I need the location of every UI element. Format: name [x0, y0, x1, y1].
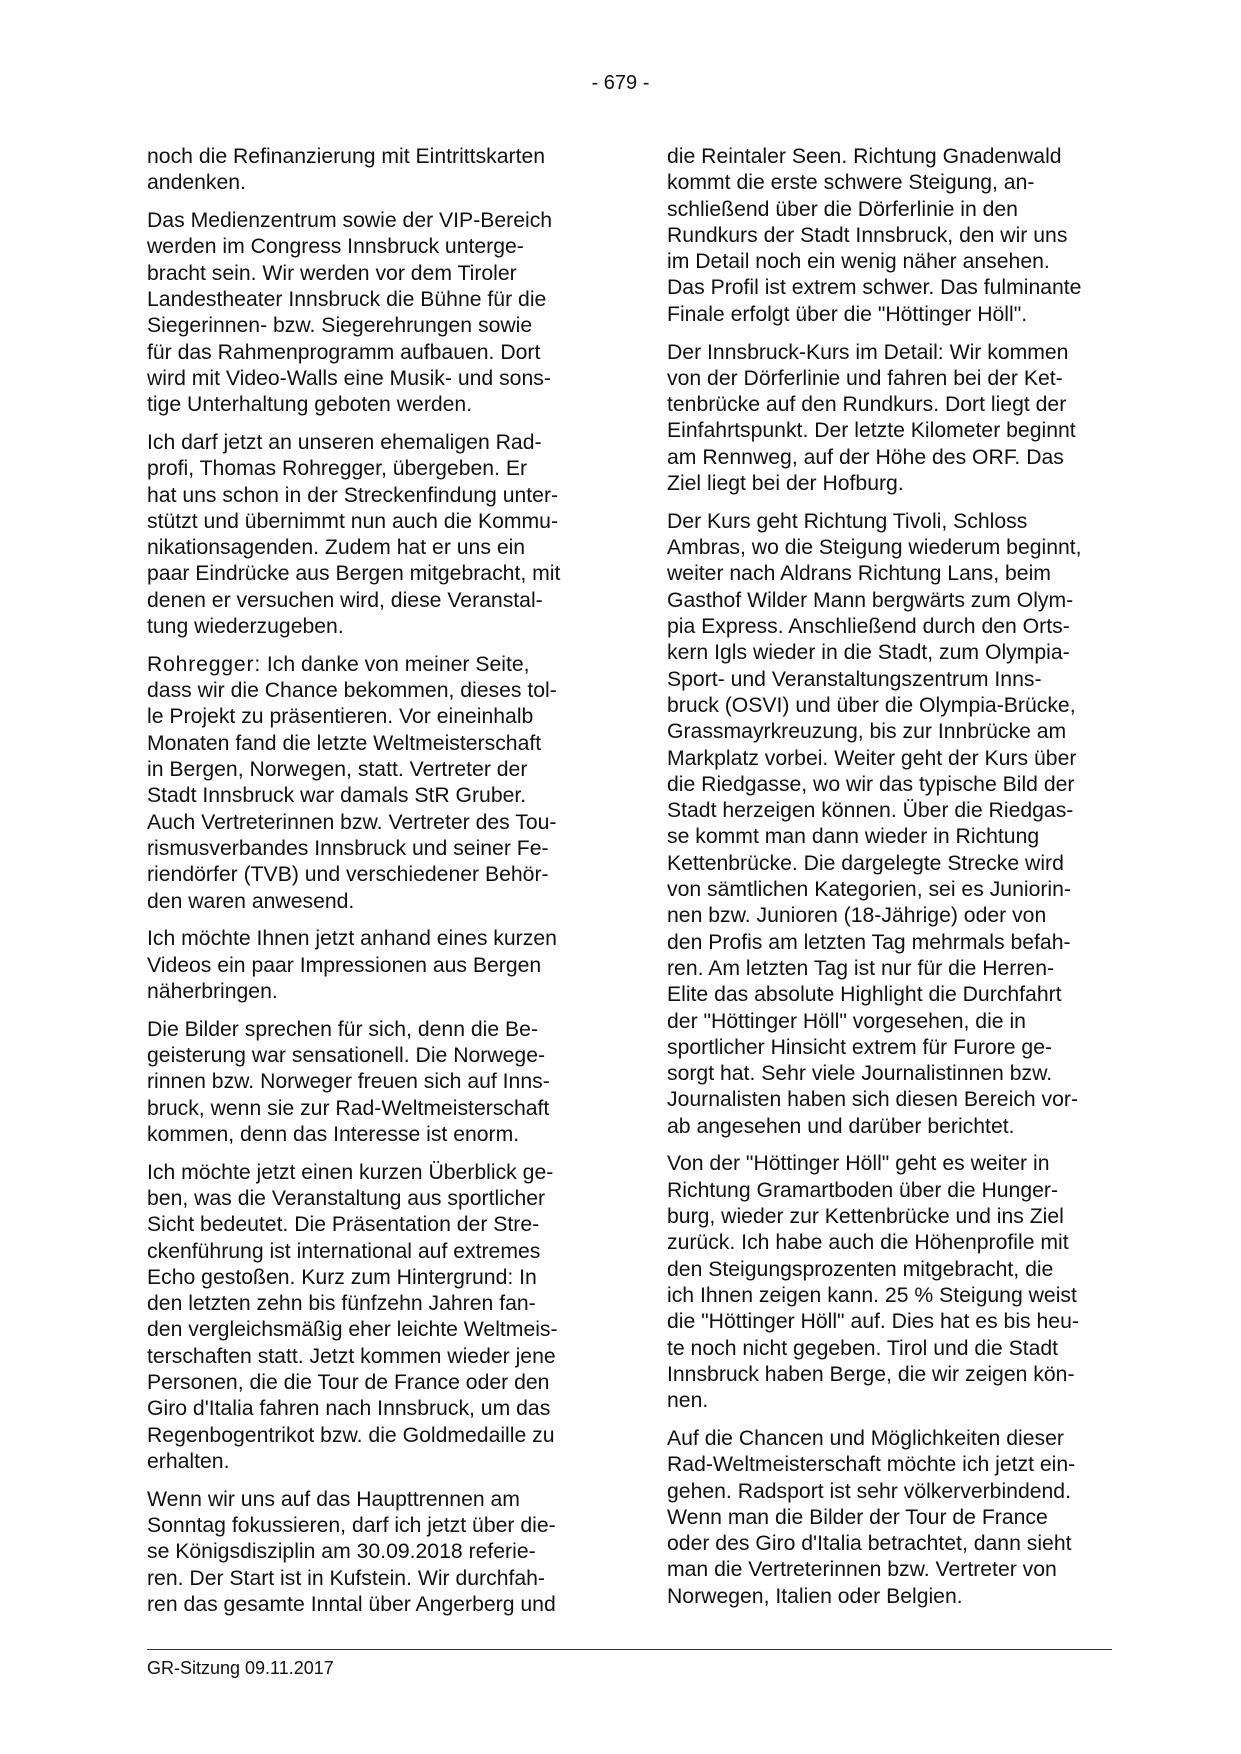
footer-divider [147, 1649, 1112, 1650]
paragraph: noch die Refinanzierung mit Eintrittskarten andenken. [147, 145, 546, 195]
paragraph: Der Innsbruck-Kurs im Detail: Wir kommen von der Dörferlinie und fahren bei der Ket- tenbrücke auf den Rundkurs. Dort liegt der Einfahrtspunkt. Der letzte Kilometer beginnt am Rennweg, auf der Höhe des ORF. Das Ziel liegt bei der Hofburg. [667, 340, 1076, 496]
paragraph: Von der "Höttinger Höll" geht es weiter in Richtung Gramartboden über die Hunger- burg, wieder zur Kettenbrücke und ins Ziel zurück. Ich habe auch die Höhenprofile mit den Steigungsprozenten mitgebracht, die ich Ihnen zeigen kann. 25 % Steigung weist die "Höttinger Höll" auf. Dies hat es bis heu- te noch nicht gegeben. Tirol und die Stadt Innsbruck haben Berge, die wir zeigen kön- nen. [667, 1152, 1079, 1413]
paragraph: Die Bilder sprechen für sich, denn die Be- geisterung war sensationell. Die Norwege- rinnen bzw. Norweger freuen sich auf Inns- bruck, wenn sie zur Rad-Weltmeisterschaft kommen, denn das Interesse ist enorm. [147, 1017, 550, 1146]
right-column [667, 144, 1113, 1622]
page-number: - 679 - [591, 72, 650, 94]
footer-session-date: GR-Sitzung 09.11.2017 [147, 1658, 334, 1678]
paragraph: Ich möchte jetzt einen kurzen Überblick ge- ben, was die Veranstaltung aus sportlicher Sicht bedeutet. Die Präsentation der Stre- ckenführung ist international auf extremes Echo gestoßen. Kurz zum Hintergrund: In den letzten zehn bis fünfzehn Jahren fan- den vergleichsmäßig eher leichte Weltmeis- terschaften statt. Jetzt kommen wieder jene Personen, die die Tour de France oder den Giro d'Italia fahren nach Innsbruck, um das Regenbogentrikot bzw. die Goldmedaille zu erhalten. [147, 1160, 558, 1473]
paragraph: Das Medienzentrum sowie der VIP-Bereich werden im Congress Innsbruck unterge- bracht sein. Wir werden vor dem Tiroler Landestheater Innsbruck die Bühne für die Siegerinnen- bzw. Siegerehrungen sowie für das Rahmenprogramm aufbauen. Dort wird mit Video-Walls eine Musik- und sons- tige Unterhaltung geboten werden. [147, 209, 553, 417]
paragraph: Der Kurs geht Richtung Tivoli, Schloss Ambras, wo die Steigung wiederum beginnt, weiter nach Aldrans Richtung Lans, beim Gasthof Wilder Mann bergwärts zum Olym- pia Express. Anschließend durch den Orts- kern Igls wieder in die Stadt, zum Olympia- Sport- und Veranstaltungszentrum Inns- bruck (OSVI) und über die Olympia-Brücke, Grassmayrkreuzung, bis zur Innbrücke am Markplatz vorbei. Weiter geht der Kurs über die Riedgasse, wo wir das typische Bild der Stadt herzeigen können. Über die Riedgas- se kommt man dann wieder in Richtung Kettenbrücke. Die dargelegte Strecke wird von sämtlichen Kategorien, sei es Juniorin- nen bzw. Junioren (18-Jährige) oder von den Profis am letzten Tag mehrmals befah- ren. Am letzten Tag ist nur für die Herren- Elite das absolute Highlight die Durchfahrt der "Höttinger Höll" vorgesehen, die in sportlicher Hinsicht extrem für Furore ge- sorgt hat. Sehr viele Journalistinnen bzw. Journalisten haben sich diesen Bereich vor- ab angesehen und darüber berichtet. [667, 509, 1082, 1138]
paragraph: Wenn wir uns auf das Haupttrennen am Sonntag fokussieren, darf ich jetzt über die- se Königsdisziplin am 30.09.2018 referie- ren. Der Start ist in Kufstein. Wir durchfah- ren das gesamte Inntal über Angerberg und [147, 1487, 556, 1616]
speaker-name: Rohregger: [147, 652, 261, 676]
speaker-text: Ich danke von meiner Seite, dass wir die Chance bekommen, dieses tol- le Projekt zu präsentieren. Vor eineinhalb Monaten fand die letzte Weltmeisterschaft in Bergen, Norwegen, statt. Vertreter der Stadt Innsbruck war damals StR Gruber. Auch Vertreterinnen bzw. Vertreter des Tou- rismusverbandes Innsbruck und seiner Fe- riendörfer (TVB) und verschiedener Behör- den waren anwesend. [147, 652, 557, 913]
speaker-paragraph [147, 652, 593, 915]
paragraph: Auf die Chancen und Möglichkeiten dieser Rad-Weltmeisterschaft möchte ich jetzt ein- gehen. Radsport ist sehr völkerverbindend. Wenn man die Bilder der Tour de France oder des Giro d'Italia betrachtet, dann sieht man die Vertreterinnen bzw. Vertreter von Norwegen, Italien oder Belgien. [667, 1426, 1076, 1608]
paragraph: Ich darf jetzt an unseren ehemaligen Rad- profi, Thomas Rohregger, übergeben. Er hat uns schon in der Streckenfindung unter- stützt und übernimmt nun auch die Kommu- nikationsagenden. Zudem hat er uns ein paar Eindrücke aus Bergen mitgebracht, mit denen er versuchen wird, diese Veranstal- tung wiederzugeben. [147, 430, 561, 639]
left-column [147, 144, 593, 1630]
paragraph: Ich möchte Ihnen jetzt anhand eines kurzen Videos ein paar Impressionen aus Bergen näherbringen. [147, 927, 557, 1003]
paragraph: die Reintaler Seen. Richtung Gnadenwald kommt die erste schwere Steigung, an- schließend über die Dörferlinie in den Rundkurs der Stadt Innsbruck, den wir uns im Detail noch ein wenig näher ansehen. Das Profil ist extrem schwer. Das fulminante Finale erfolgt über die "Höttinger Höll". [667, 145, 1082, 326]
